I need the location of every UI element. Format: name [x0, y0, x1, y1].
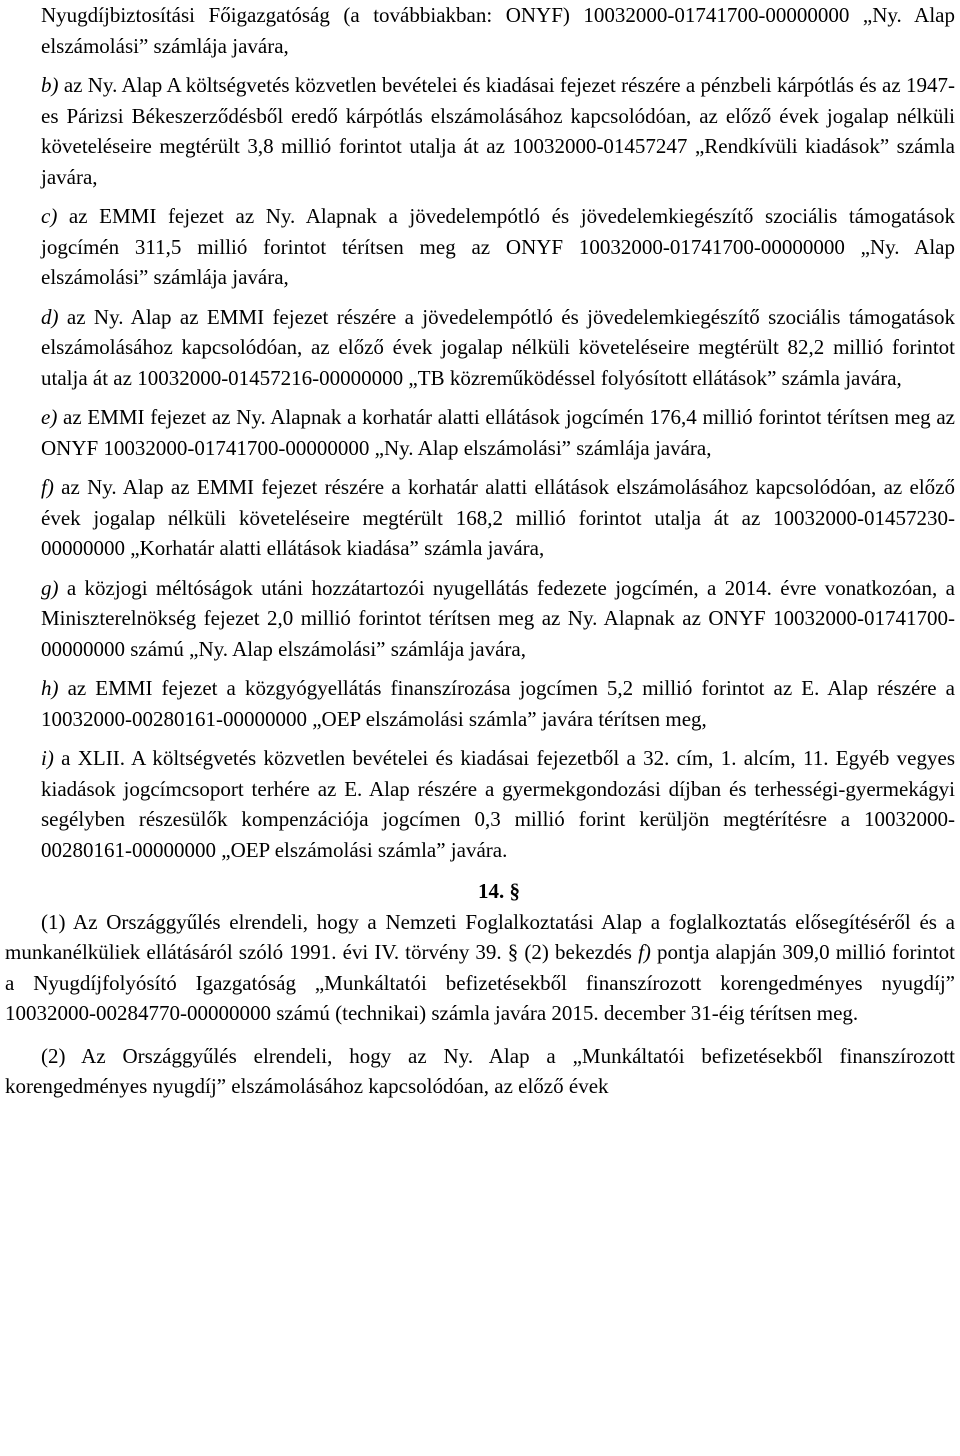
intro-paragraph: [41, 0, 955, 61]
intro-text: Nyugdíjbiztosítási Főigazgatóság (a továbbiakban: ONYF) 10032000-01741700-00000000 „Ny. Alap elszámolási” számlája javára,: [41, 3, 955, 58]
list-item-e: [41, 402, 955, 463]
list-item-text: a közjogi méltóságok utáni hozzátartozói nyugellátás fedezete jogcímén, a 2014. évre vonatkozóan, a Miniszterelnökség fejezet 2,0 millió forintot térítsen meg az Ny. Alapnak az ONYF 10032000-01741700-00000000 számú „Ny. Alap elszámolási” számlája javára,: [41, 575, 955, 661]
list-item-g: [41, 573, 955, 665]
list-item-label: c): [41, 204, 58, 228]
list-item-label: g): [41, 575, 59, 600]
list-item-label: i): [41, 746, 54, 770]
list-item-label: h): [41, 676, 59, 700]
paragraph-text-before: (2) Az Országgyűlés elrendeli, hogy az Ny. Alap a „Munkáltatói befizetésekből finanszírozott korengedményes nyugdíj” elszámolásához kapcsolódóan, az előző évek: [5, 1043, 955, 1098]
section-paragraph-1: [5, 907, 955, 1029]
list-item-b: [41, 70, 955, 192]
list-item-f: [41, 472, 955, 564]
paragraph-text-before: (1) Az Országgyűlés elrendeli, hogy a Nemzeti Foglalkoztatási Alap a foglalkoztatás elősegítéséről és a munkanélküliek ellátásáról szóló 1991. évi IV. törvény 39. § (2) bekezdés: [5, 909, 955, 964]
list-item-text: az Ny. Alap az EMMI fejezet részére a korhatár alatti ellátások elszámolásához kapcsolódóan, az előző évek jogalap nélküli követeléseire megtérült 168,2 millió forintot utalja át az 10032000-01457230-00000000 „Korhatár alatti ellátások kiadása” számla javára,: [41, 475, 955, 560]
list-item-text: az Ny. Alap az EMMI fejezet részére a jövedelempótló és jövedelemkiegészítő szociális támogatások elszámolásához kapcsolódóan, az előző évek jogalap nélküli követeléseire megtérült 82,2 millió forintot utalja át az 10032000-01457216-00000000 „TB közreműködéssel folyósított ellátások” számla javára,: [41, 304, 955, 390]
list-item-text: a XLII. A költségvetés közvetlen bevételei és kiadásai fejezetből a 32. cím, 1. alcím, 11. Egyéb vegyes kiadások jogcímcsoport terhére az E. Alap részére a gyermekgondozási díjban és terhességi-gyermekágyi segélyben részesülők kompenzációja jogcímen 0,3 millió forint kerüljön megtérítésre a 10032000-00280161-00000000 „OEP elszámolási számla” javára.: [41, 746, 955, 862]
section-heading: 14. §: [478, 879, 520, 903]
paragraph-italic-ref: f): [638, 940, 651, 964]
list-item-text: az Ny. Alap A költségvetés közvetlen bevételei és kiadásai fejezet részére a pénzbeli kárpótlás és az 1947-es Párizsi Békeszerződésből eredő kárpótlás elszámolásához kapcsolódóan, az előző évek jogalap nélküli követeléseire megtérült 3,8 millió forintot utalja át az 10032000-01457247 „Rendkívüli kiadások” számla javára,: [41, 73, 955, 189]
section-paragraph-2: [5, 1041, 955, 1102]
paragraph-text-after: pontja alapján 309,0 millió forintot a Nyugdíjfolyósító Igazgatóság „Munkáltatói befizetésekből finanszírozott korengedményes nyugdíj” 10032000-00284770-00000000 számú (technikai) számla javára 2015. december 31-éig térítsen meg.: [5, 940, 955, 1025]
list-item-i: [41, 743, 955, 865]
list-item-text: az EMMI fejezet a közgyógyellátás finanszírozása jogcímen 5,2 millió forintot az E. Alap részére a 10032000-00280161-00000000 „OEP elszámolási számla” javára térítsen meg,: [41, 676, 955, 731]
list-item-text: az EMMI fejezet az Ny. Alapnak a jövedelempótló és jövedelemkiegészítő szociális támogatások jogcímén 311,5 millió forintot térítsen meg az ONYF 10032000-01741700-00000000 „Ny. Alap elszámolási” számlája javára,: [41, 204, 955, 289]
list-item-c: [41, 201, 955, 293]
list-item-label: e): [41, 405, 58, 429]
list-item-label: f): [41, 475, 54, 499]
list-item-label: d): [41, 304, 59, 329]
list-item-d: [41, 302, 955, 394]
list-item-text: az EMMI fejezet az Ny. Alapnak a korhatár alatti ellátások jogcímén 176,4 millió forintot térítsen meg az ONYF 10032000-01741700-00000000 „Ny. Alap elszámolási” számlája javára,: [41, 405, 955, 460]
list-item-h: [41, 673, 955, 734]
list-item-label: b): [41, 73, 59, 97]
